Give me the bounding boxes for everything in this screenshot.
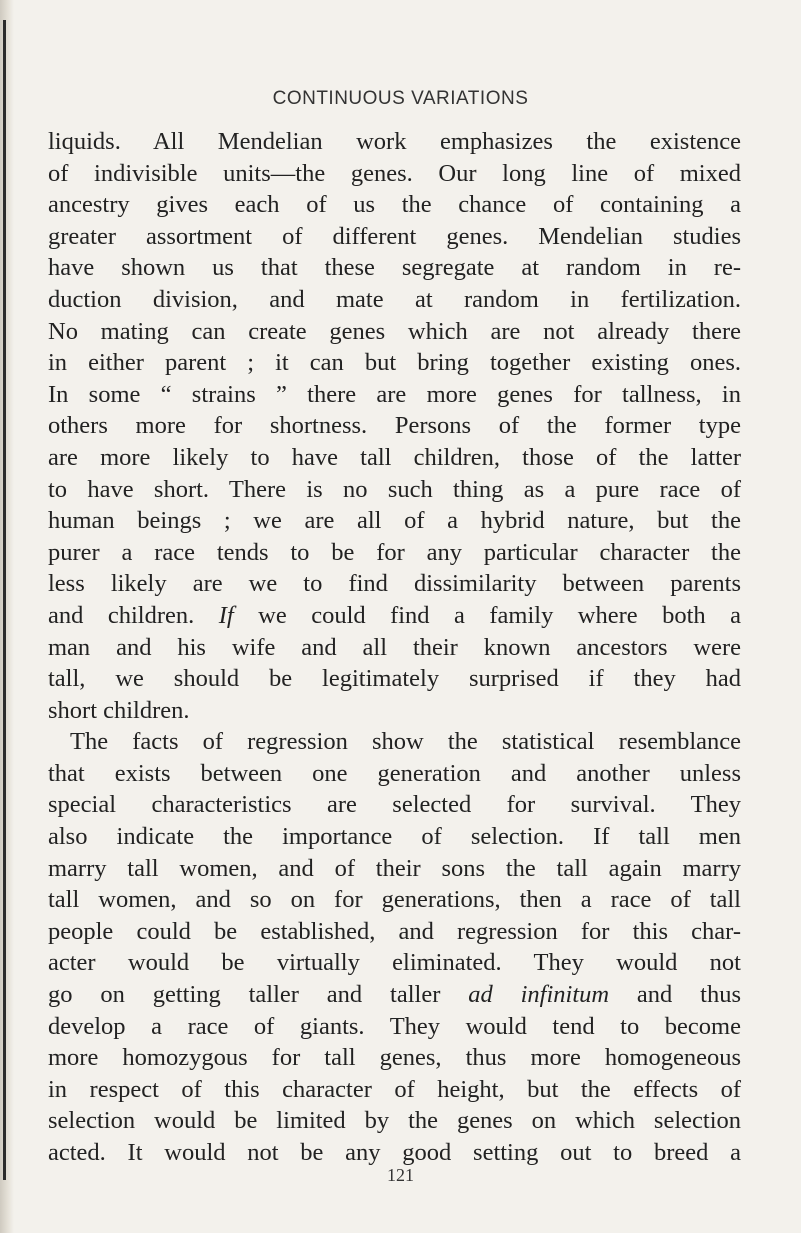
text-line: tall women, and so on for generations, then a race of tall bbox=[48, 886, 741, 914]
text-line: tall, we should be legitimately surprised if they had bbox=[48, 665, 741, 693]
text-line: No mating can create genes which are not already there bbox=[48, 317, 741, 345]
text-line bbox=[48, 600, 741, 632]
text-line: marry tall women, and of their sons the tall again marry bbox=[48, 854, 741, 882]
text-line: The facts of regression show the statistical resemblance bbox=[70, 728, 741, 756]
italic-word: If bbox=[218, 601, 234, 629]
body-text bbox=[48, 126, 741, 1169]
text-line: purer a race tends to be for any particular character the bbox=[48, 538, 741, 566]
text-line: people could be established, and regression for this char- bbox=[48, 917, 741, 945]
text-line: acter would be virtually eliminated. They would not bbox=[48, 949, 741, 977]
text-line: short children. bbox=[48, 696, 190, 724]
text-line: man and his wife and all their known ancestors were bbox=[48, 633, 741, 661]
text-line: liquids. All Mendelian work emphasizes the existence bbox=[48, 128, 741, 155]
text-line: in respect of this character of height, but the effects of bbox=[48, 1075, 741, 1103]
text-line: greater assortment of different genes. Mendelian studies bbox=[48, 222, 741, 250]
page-number: 121 bbox=[387, 1165, 414, 1185]
text-segment: go on getting taller and taller bbox=[48, 981, 469, 1009]
text-line: ancestry gives each of us the chance of containing a bbox=[48, 191, 741, 219]
text-line: human beings ; we are all of a hybrid nature, but the bbox=[48, 507, 741, 535]
text-line: that exists between one generation and another unless bbox=[48, 759, 741, 787]
running-head: CONTINUOUS VARIATIONS bbox=[272, 88, 529, 109]
text-line: In some “ strains ” there are more genes for tallness, in bbox=[48, 380, 741, 408]
text-line: in either parent ; it can but bring together existing ones. bbox=[48, 349, 741, 377]
text-line: also indicate the importance of selection. If tall men bbox=[48, 823, 741, 851]
text-line: less likely are we to find dissimilarity between parents bbox=[48, 570, 741, 598]
italic-phrase: ad infinitum bbox=[468, 981, 610, 1009]
text-line: more homozygous for tall genes, thus more homogeneous bbox=[48, 1044, 741, 1072]
text-line: duction division, and mate at random in fertilization. bbox=[48, 285, 741, 313]
text-line: acted. It would not be any good setting out to breed a bbox=[48, 1139, 741, 1166]
text-segment: we could find a family where both a bbox=[233, 601, 741, 629]
text-line: are more likely to have tall children, those of the latter bbox=[48, 443, 741, 471]
text-line bbox=[48, 979, 741, 1011]
text-line: selection would be limited by the genes on which selection bbox=[48, 1107, 741, 1135]
text-line: of indivisible units—the genes. Our long line of mixed bbox=[48, 159, 741, 187]
text-line: develop a race of giants. They would tend to become bbox=[48, 1012, 741, 1040]
text-line: to have short. There is no such thing as a pure race of bbox=[48, 475, 741, 503]
text-line: others more for shortness. Persons of the former type bbox=[48, 412, 741, 440]
text-segment: and thus bbox=[609, 981, 742, 1009]
binding-shadow-line bbox=[3, 20, 6, 1180]
text-segment: and children. bbox=[48, 601, 219, 629]
text-line: special characteristics are selected for survival. They bbox=[48, 791, 741, 819]
text-line: have shown us that these segregate at random in re- bbox=[48, 254, 741, 282]
book-binding-edge bbox=[0, 0, 14, 1233]
